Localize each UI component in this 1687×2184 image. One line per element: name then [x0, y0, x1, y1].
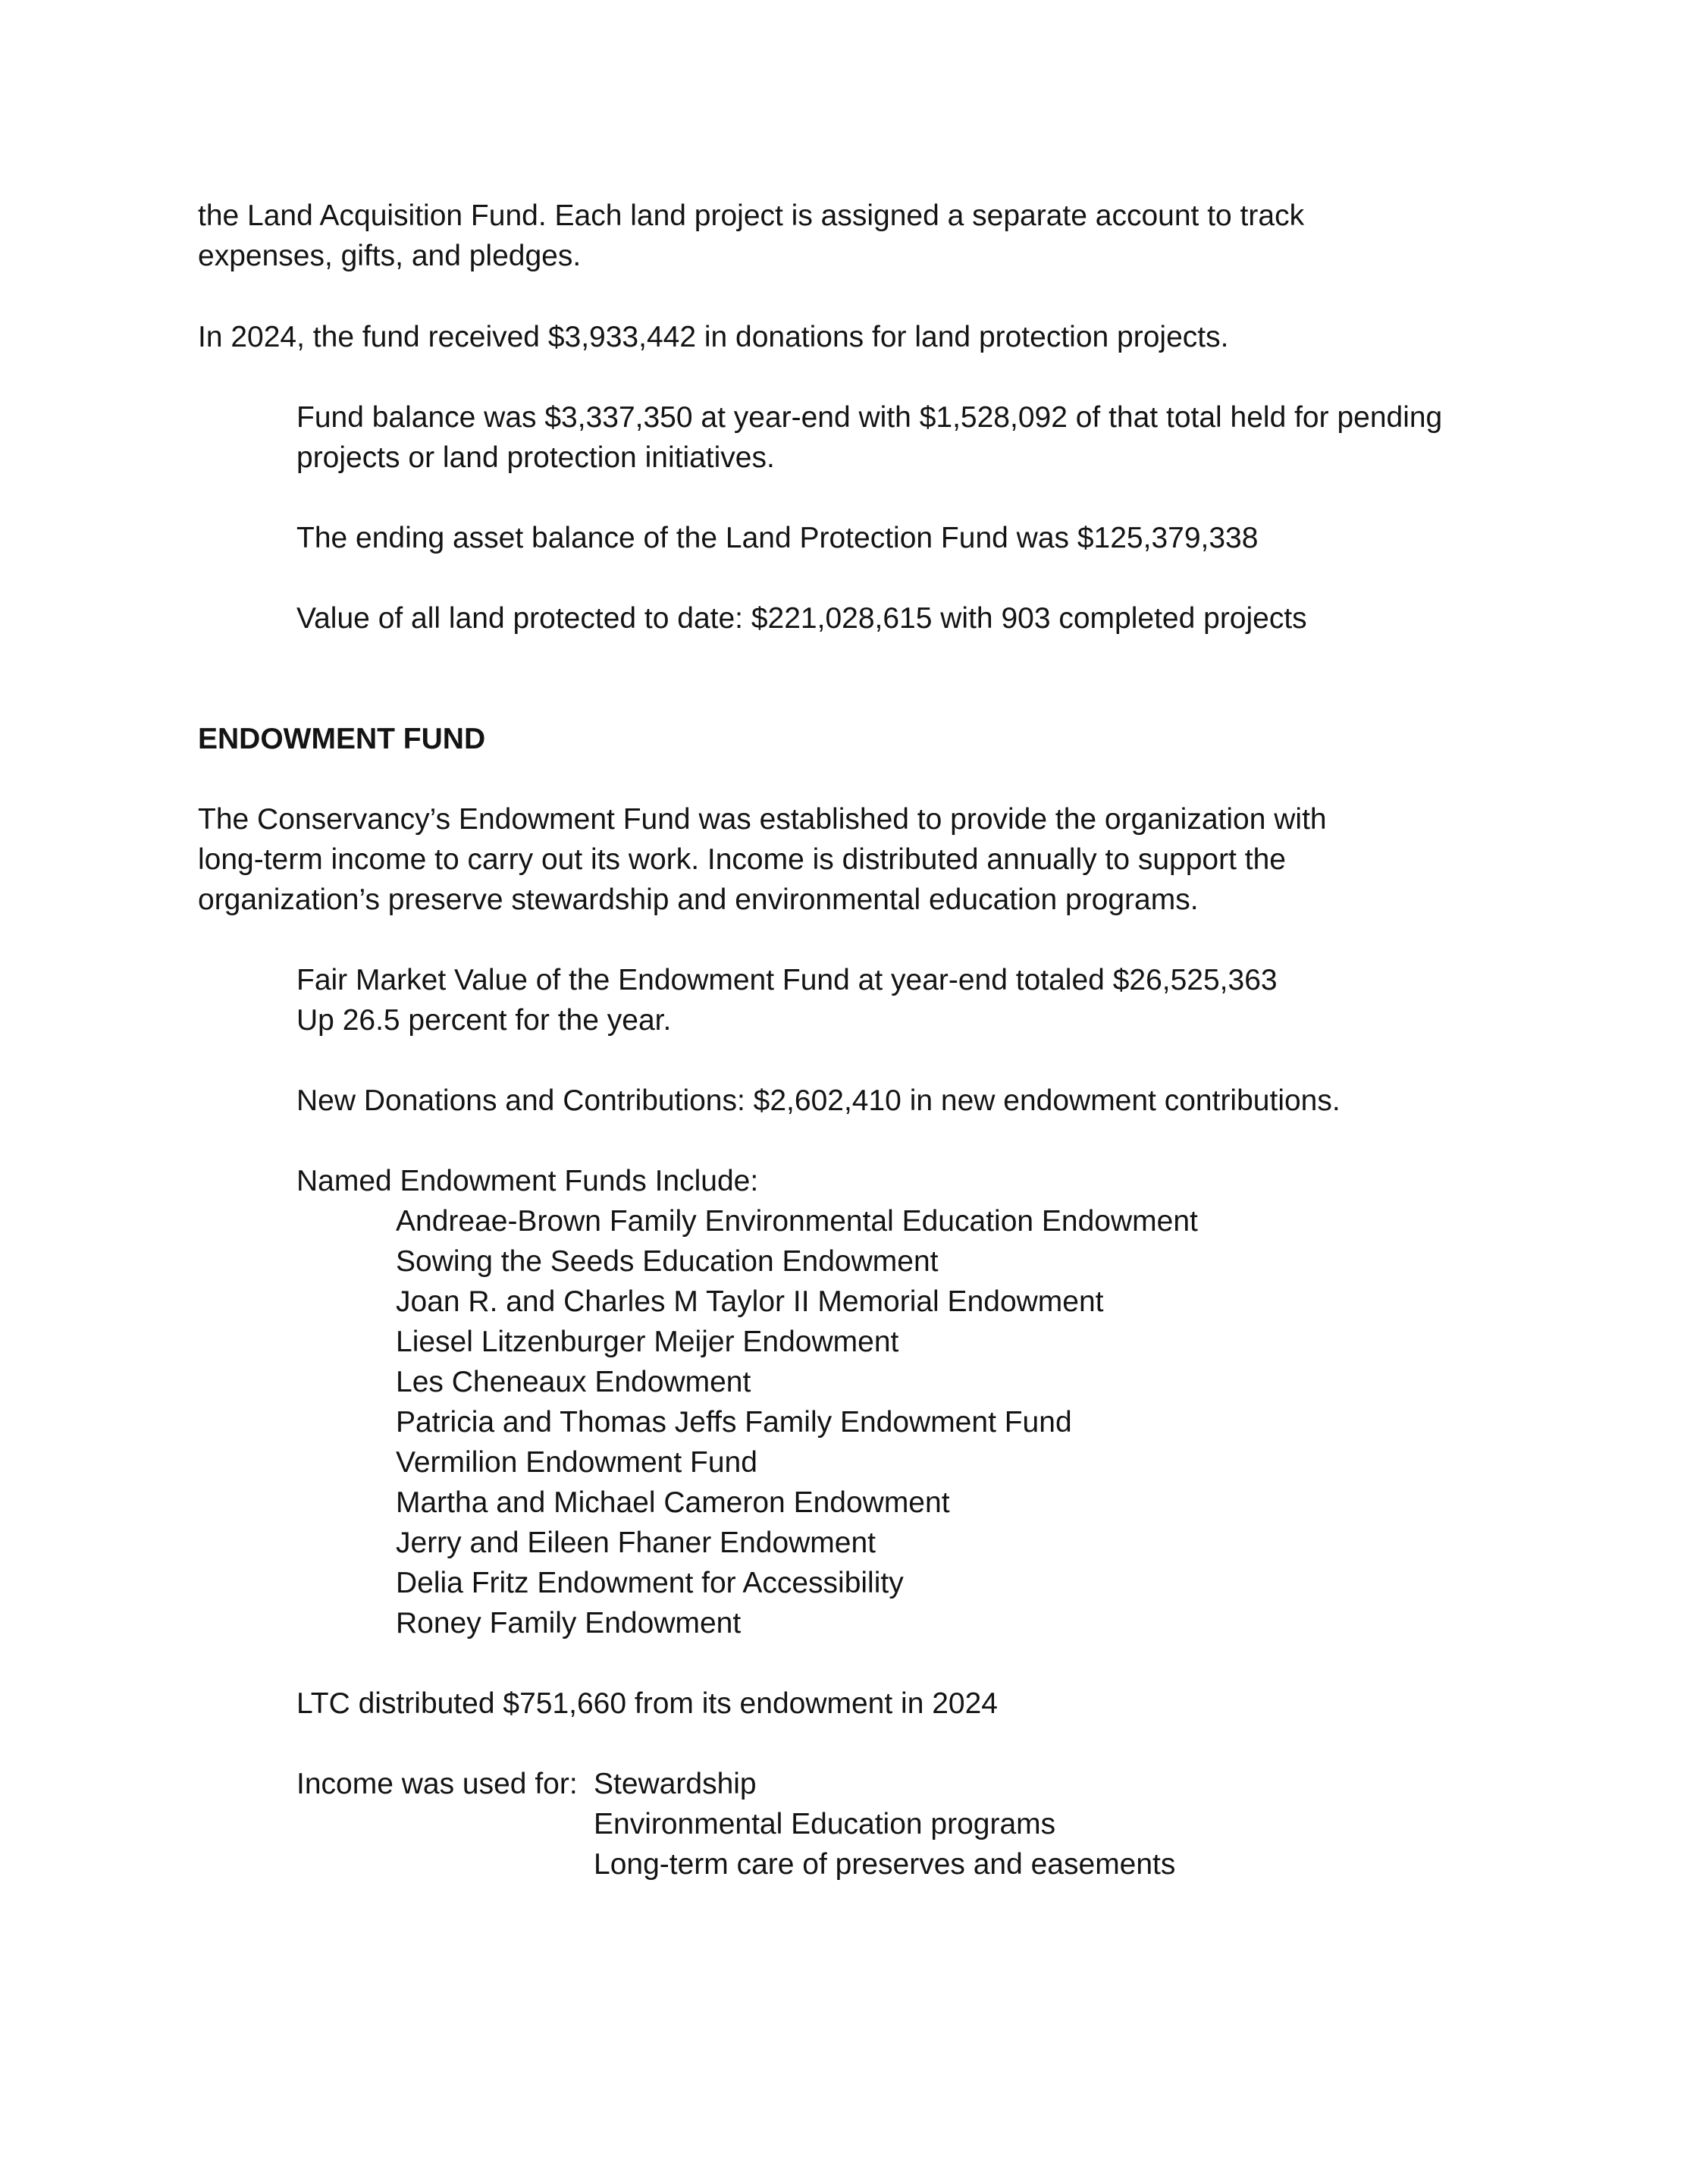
named-fund-item: Liesel Litzenburger Meijer Endowment: [396, 1326, 899, 1358]
named-fund-item: Delia Fritz Endowment for Accessibility: [396, 1567, 904, 1599]
income-used-label: Income was used for:: [296, 1768, 578, 1800]
fund-balance-line-1: Fund balance was $3,337,350 at year-end with $1,528,092 of that total held for pending: [296, 401, 1443, 434]
named-fund-item: Roney Family Endowment: [396, 1607, 742, 1640]
named-fund-item: Joan R. and Charles M Taylor II Memorial Endowment: [396, 1285, 1104, 1318]
named-fund-item: Martha and Michael Cameron Endowment: [396, 1486, 950, 1519]
named-fund-item: Sowing the Seeds Education Endowment: [396, 1245, 939, 1278]
land-value-to-date: Value of all land protected to date: $221,028,615 with 903 completed projects: [296, 602, 1307, 635]
named-fund-item: Patricia and Thomas Jeffs Family Endowment Fund: [396, 1406, 1072, 1439]
fair-market-value-line-1: Fair Market Value of the Endowment Fund at year-end totaled $26,525,363: [296, 964, 1278, 996]
fund-balance-line-2: projects or land protection initiatives.: [296, 441, 775, 474]
ending-asset-balance: The ending asset balance of the Land Protection Fund was $125,379,338: [296, 522, 1259, 554]
income-use-item: Long-term care of preserves and easements: [594, 1848, 1176, 1881]
named-fund-item: Les Cheneaux Endowment: [396, 1366, 751, 1398]
named-funds-label: Named Endowment Funds Include:: [296, 1165, 759, 1197]
named-fund-item: Andreae-Brown Family Environmental Education Endowment: [396, 1205, 1198, 1238]
income-use-item: Stewardship: [594, 1768, 757, 1800]
fair-market-value-line-2: Up 26.5 percent for the year.: [296, 1004, 672, 1037]
endowment-intro-line-1: The Conservancy’s Endowment Fund was established to provide the organization with: [198, 803, 1327, 836]
land-donations-text: In 2024, the fund received $3,933,442 in donations for land protection projects.: [198, 321, 1229, 353]
endowment-intro-line-3: organization’s preserve stewardship and environmental education programs.: [198, 883, 1199, 916]
income-use-item: Environmental Education programs: [594, 1808, 1056, 1840]
land-intro-line-1: the Land Acquisition Fund. Each land project is assigned a separate account to track: [198, 199, 1305, 232]
endowment-intro-line-2: long-term income to carry out its work. Income is distributed annually to support the: [198, 843, 1286, 876]
endowment-distributed-text: LTC distributed $751,660 from its endowment in 2024: [296, 1687, 998, 1720]
new-donations-text: New Donations and Contributions: $2,602,410 in new endowment contributions.: [296, 1084, 1341, 1117]
land-intro-line-2: expenses, gifts, and pledges.: [198, 240, 582, 272]
endowment-heading: ENDOWMENT FUND: [198, 723, 486, 755]
named-fund-item: Vermilion Endowment Fund: [396, 1446, 757, 1479]
named-fund-item: Jerry and Eileen Fhaner Endowment: [396, 1527, 876, 1559]
